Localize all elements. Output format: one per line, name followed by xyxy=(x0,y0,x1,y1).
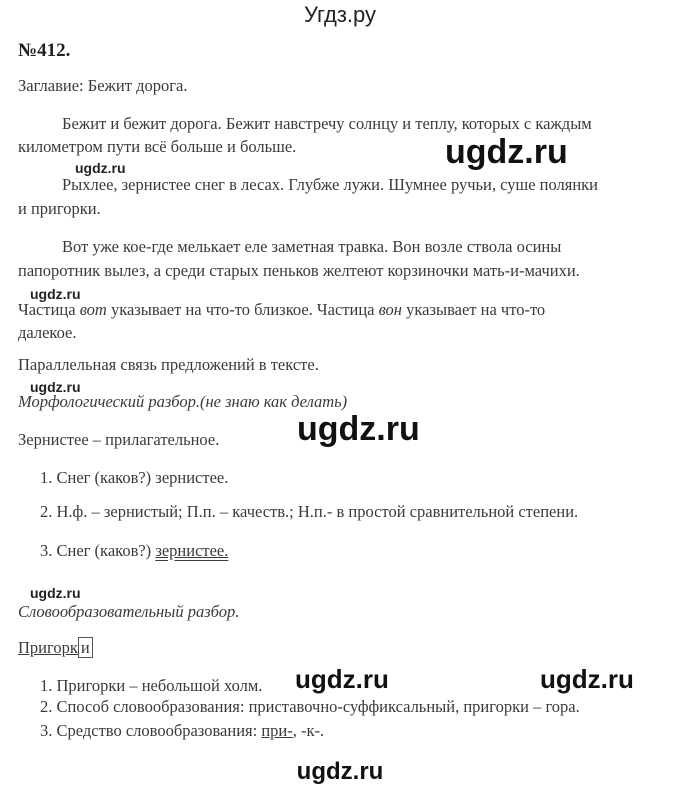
watermark: ugdz.ru xyxy=(30,379,81,395)
morph-title: Морфологический разбор.(не знаю как делать) xyxy=(18,392,348,411)
watermark: ugdz.ru xyxy=(540,664,634,694)
watermark: ugdz.ru xyxy=(295,664,389,694)
watermark: ugdz.ru xyxy=(75,160,126,176)
task-number: №412. xyxy=(18,40,71,61)
word-item-3: 3. Средство словообразования: при-, -к-. xyxy=(40,721,325,740)
word-box: Пригорк и xyxy=(18,638,93,658)
para1-line2: километром пути всё больше и больше. xyxy=(18,137,297,156)
particles-line2: далекое. xyxy=(18,323,77,342)
morph-word: Зернистее – прилагательное. xyxy=(18,430,220,449)
para2-line2: и пригорки. xyxy=(18,199,101,218)
title-line: Заглавие: Бежит дорога. xyxy=(18,76,188,95)
para3-line1: Вот уже кое-где мелькает еле заметная травка. Вон возле ствола осины xyxy=(62,237,562,256)
word-item-2: 2. Способ словообразования: приставочно-суффиксальный, пригорки – гора. xyxy=(40,697,580,716)
morph-item-3: 3. Снег (каков?) зернистее. xyxy=(40,541,229,560)
word-item-1: 1. Пригорки – небольшой холм. xyxy=(40,676,263,695)
para1-line1: Бежит и бежит дорога. Бежит навстречу солнцу и теплу, которых с каждым xyxy=(62,114,592,133)
morph-item-1: 1. Снег (каков?) зернистее. xyxy=(40,468,229,487)
watermark: ugdz.ru xyxy=(30,286,81,302)
connection-text: Параллельная связь предложений в тексте. xyxy=(18,355,319,374)
watermark: ugdz.ru xyxy=(297,410,420,448)
para2-line1: Рыхлее, зернистее снег в лесах. Глубже лужи. Шумнее ручьи, суше полянки xyxy=(62,175,599,194)
morph-item-2: 2. Н.ф. – зернистый; П.п. – качеств.; Н.п.- в простой сравнительной степени. xyxy=(40,502,579,521)
watermark: ugdz.ru xyxy=(296,758,384,785)
watermark: ugdz.ru xyxy=(30,585,81,601)
watermark: ugdz.ru xyxy=(445,133,568,171)
site-header[interactable]: Угдз.ру xyxy=(303,2,377,27)
word-title: Словообразовательный разбор. xyxy=(18,602,240,621)
para3-line2: папоротник вылез, а среди старых пеньков желтеют корзиночки мать-и-мачихи. xyxy=(18,261,580,280)
particles-line1: Частица вот указывает на что-то близкое. Частица вон указывает на что-то xyxy=(18,300,546,319)
